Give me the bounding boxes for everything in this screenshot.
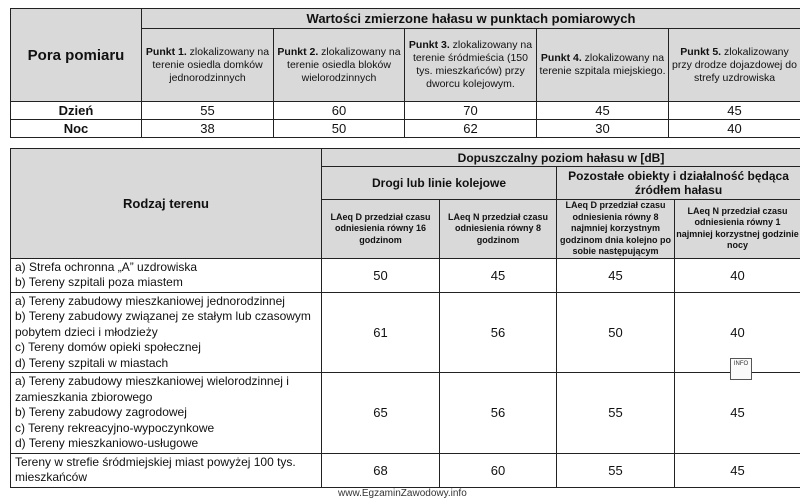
point-3-header: Punkt 3. zlokalizowany na terenie śródmieścia (150 tys. mieszkańców) przy dworcu kolejowym. xyxy=(405,29,537,102)
value-cell: 68 xyxy=(322,453,440,487)
time-of-measurement-header: Pora pomiaru xyxy=(11,9,142,102)
value-cell: 60 xyxy=(440,453,557,487)
value-cell: 30 xyxy=(537,120,669,138)
row-label-day: Dzień xyxy=(11,102,142,120)
point-1-header: Punkt 1. zlokalizowany na terenie osiedla domków jednorodzinnych xyxy=(142,29,274,102)
table-row xyxy=(11,120,800,138)
point-4-header: Punkt 4. zlokalizowany na terenie szpitala miejskiego. xyxy=(537,29,669,102)
terrain-description: a) Strefa ochronna „A” uzdrowiska b) Tereny szpitali poza miastem xyxy=(11,258,322,292)
value-cell: 55 xyxy=(557,373,675,454)
value-cell: 60 xyxy=(274,102,405,120)
laeq-n-1h-header: LAeq N przedział czasu odniesienia równy 1 najmniej korzystnej godzinie nocy xyxy=(675,200,800,259)
value-cell: 45 xyxy=(557,258,675,292)
table-row xyxy=(11,258,800,292)
terrain-type-header: Rodzaj terenu xyxy=(11,149,322,259)
value-cell: 50 xyxy=(557,292,675,373)
point-2-header: Punkt 2. zlokalizowany na terenie osiedla bloków wielorodzinnych xyxy=(274,29,405,102)
limits-table xyxy=(10,148,800,488)
value-cell: 50 xyxy=(274,120,405,138)
value-cell: 65 xyxy=(322,373,440,454)
value-cell: 45 xyxy=(675,373,800,454)
value-cell: 56 xyxy=(440,292,557,373)
value-cell: 70 xyxy=(405,102,537,120)
other-objects-header: Pozostałe obiekty i działalność będąca źródłem hałasu xyxy=(557,167,800,200)
value-cell: 55 xyxy=(557,453,675,487)
value-cell: 38 xyxy=(142,120,274,138)
value-cell: 56 xyxy=(440,373,557,454)
value-cell: 40 xyxy=(675,258,800,292)
value-cell: 45 xyxy=(537,102,669,120)
point-5-header: Punkt 5. zlokalizowany przy drodze dojazdowej do strefy uzdrowiska xyxy=(669,29,800,102)
table-row xyxy=(11,453,800,487)
roads-railways-header: Drogi lub linie kolejowe xyxy=(322,167,557,200)
value-cell: 45 xyxy=(669,102,800,120)
value-cell: 40 xyxy=(675,292,800,373)
value-cell: 62 xyxy=(405,120,537,138)
value-cell: 55 xyxy=(142,102,274,120)
table-row xyxy=(11,373,800,454)
value-cell: 61 xyxy=(322,292,440,373)
footer-website: www.EgzaminZawodowy.info xyxy=(338,488,467,499)
laeq-n-8h-header: LAeq N przedział czasu odniesienia równy 8 godzinom xyxy=(440,200,557,259)
terrain-description: a) Tereny zabudowy mieszkaniowej wielorodzinnej i zamieszkania zbiorowego b) Tereny zabudowy zagrodowej c) Tereny rekreacyjno-wypoczynkowe d) Tereny mieszkaniowo-usługowe xyxy=(11,373,322,454)
value-cell: 45 xyxy=(440,258,557,292)
row-label-night: Noc xyxy=(11,120,142,138)
measurement-table xyxy=(10,8,800,138)
terrain-description: Tereny w strefie śródmiejskiej miast powyżej 100 tys. mieszkańców xyxy=(11,453,322,487)
table-row xyxy=(11,292,800,373)
laeq-d-8h-header: LAeq D przedział czasu odniesienia równy 8 najmniej korzystnym godzinom dnia kolejno po sobie następującym xyxy=(557,200,675,259)
measurement-title: Wartości zmierzone hałasu w punktach pomiarowych xyxy=(142,9,800,29)
value-cell: 40 xyxy=(669,120,800,138)
value-cell: 45 xyxy=(675,453,800,487)
limits-title: Dopuszczalny poziom hałasu w [dB] xyxy=(322,149,800,167)
watermark-stamp: INFO xyxy=(730,358,752,380)
terrain-description: a) Tereny zabudowy mieszkaniowej jednorodzinnej b) Tereny zabudowy związanej ze stałym lub czasowym pobytem dzieci i młodzieży c) Tereny domów opieki społecznej d) Tereny szpitali w miastach xyxy=(11,292,322,373)
table-row xyxy=(11,102,800,120)
laeq-d-16h-header: LAeq D przedział czasu odniesienia równy 16 godzinom xyxy=(322,200,440,259)
value-cell: 50 xyxy=(322,258,440,292)
